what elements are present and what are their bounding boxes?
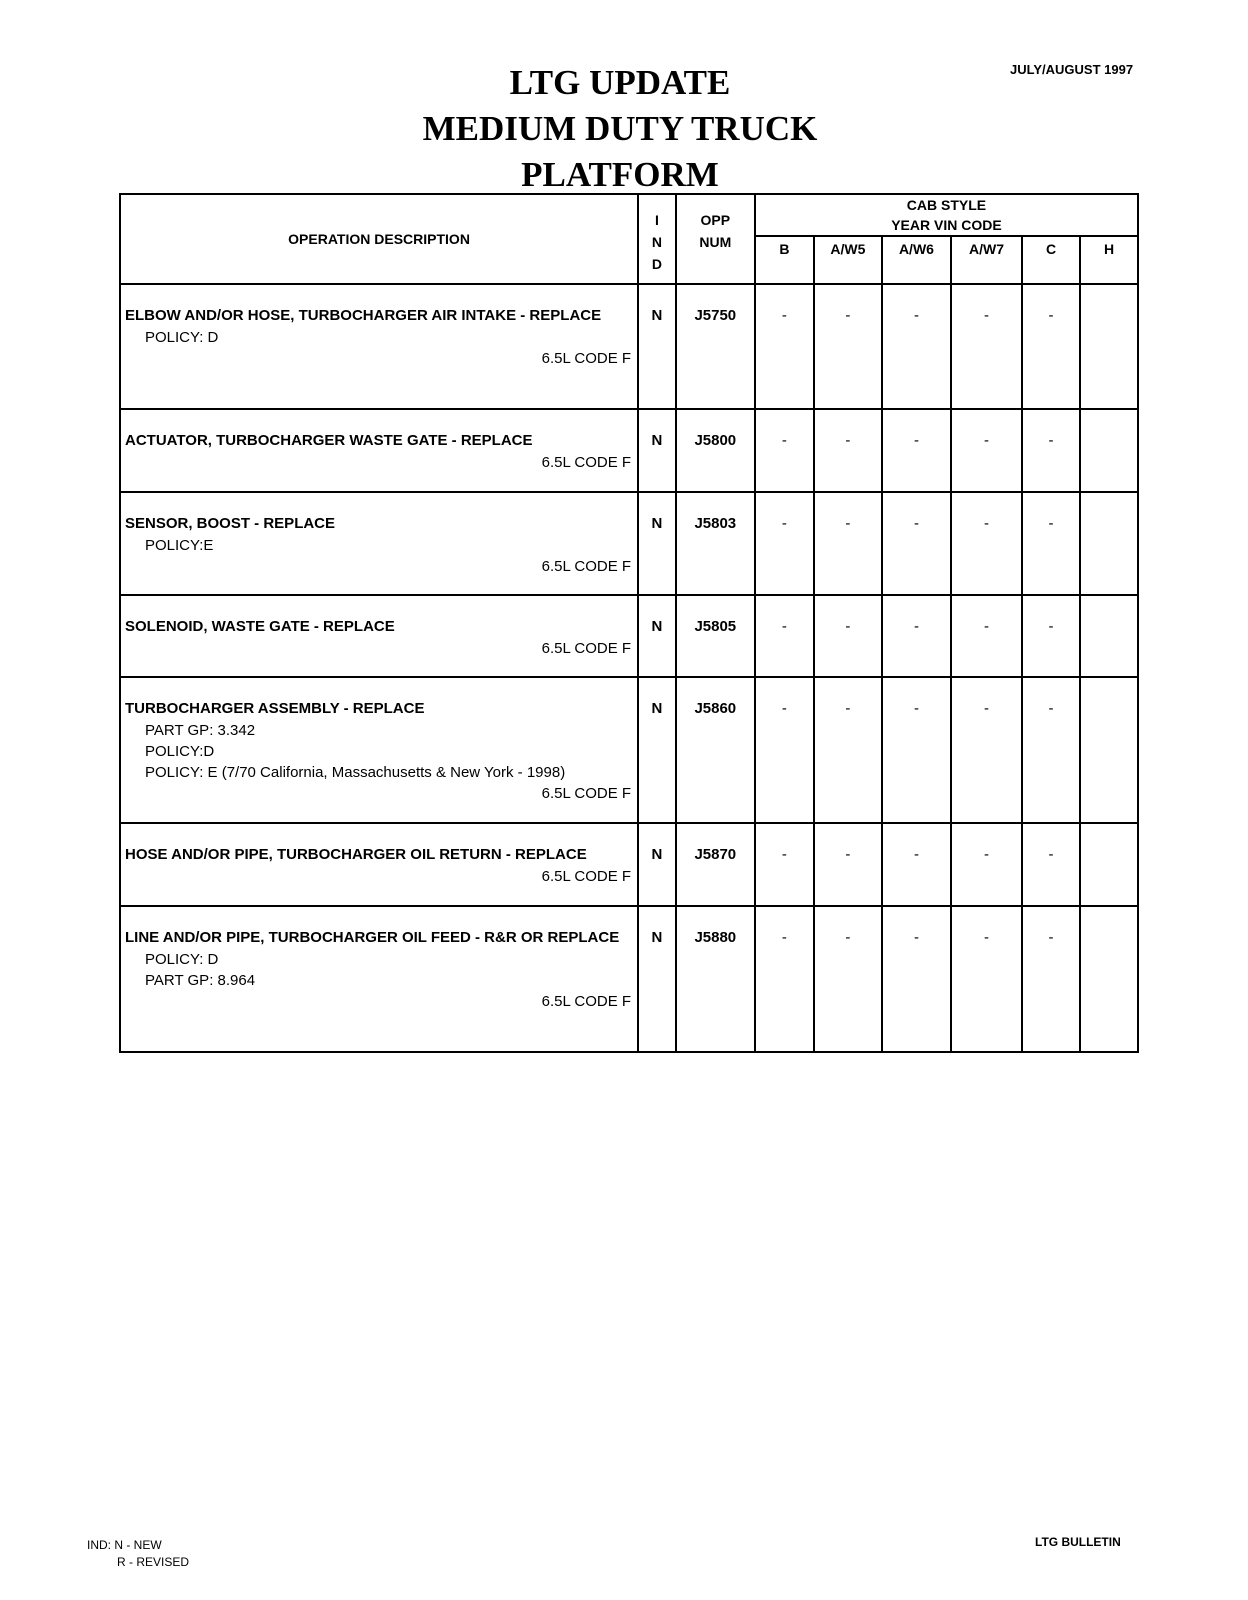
- operation-title: ELBOW AND/OR HOSE, TURBOCHARGER AIR INTAKE - REPLACE: [125, 307, 602, 324]
- cab-code-cell: -: [1022, 906, 1080, 1052]
- cab-code-cell: -: [755, 409, 814, 492]
- opp-num-cell: J5800: [676, 409, 755, 492]
- operation-title: ACTUATOR, TURBOCHARGER WASTE GATE - REPLACE: [125, 432, 533, 449]
- header-code-aw6: A/W6: [882, 236, 951, 284]
- ind-legend: [87, 1537, 189, 1571]
- cab-code-cell: -: [1022, 409, 1080, 492]
- operation-description: [120, 595, 638, 677]
- cab-code-cell: -: [814, 823, 882, 906]
- page-title: [300, 60, 940, 198]
- operation-description: [120, 409, 638, 492]
- operation-description: [120, 677, 638, 823]
- header-ind: [638, 194, 676, 284]
- cab-code-cell: -: [814, 906, 882, 1052]
- ind-cell: N: [638, 595, 676, 677]
- cab-code-cell: -: [814, 284, 882, 409]
- engine-code: 6.5L CODE F: [541, 993, 632, 1010]
- header-code-c: C: [1022, 236, 1080, 284]
- cab-code-cell: [1080, 595, 1138, 677]
- operation-note: POLICY:E: [145, 537, 214, 554]
- cab-code-cell: [1080, 492, 1138, 595]
- opp-num-cell: J5805: [676, 595, 755, 677]
- engine-code: 6.5L CODE F: [541, 350, 632, 367]
- legend-new: IND: N - NEW: [87, 1538, 162, 1552]
- cab-code-cell: -: [951, 677, 1022, 823]
- header-code-aw5: A/W5: [814, 236, 882, 284]
- operation-note: POLICY: D: [145, 329, 219, 346]
- operation-description: [120, 823, 638, 906]
- table-row: [120, 492, 1138, 595]
- cab-code-cell: -: [951, 595, 1022, 677]
- operation-title: HOSE AND/OR PIPE, TURBOCHARGER OIL RETURN - REPLACE: [125, 846, 587, 863]
- cab-code-cell: -: [882, 409, 951, 492]
- header-year-vin-code-label: YEAR VIN CODE: [891, 217, 1002, 233]
- header-code-h: H: [1080, 236, 1138, 284]
- operation-note: PART GP: 3.342: [145, 722, 256, 739]
- table-row: [120, 677, 1138, 823]
- cab-code-cell: -: [1022, 595, 1080, 677]
- cab-code-cell: -: [755, 823, 814, 906]
- legend-revised: R - REVISED: [117, 1555, 190, 1569]
- cab-code-cell: -: [814, 595, 882, 677]
- header-cab-style: [755, 194, 1138, 236]
- engine-code: 6.5L CODE F: [541, 558, 632, 575]
- header-opp-line: OPP: [700, 212, 731, 228]
- table-row: [120, 409, 1138, 492]
- cab-code-cell: -: [882, 906, 951, 1052]
- ind-cell: N: [638, 906, 676, 1052]
- cab-code-cell: -: [814, 677, 882, 823]
- cab-code-cell: -: [882, 823, 951, 906]
- operations-table: [119, 193, 1139, 1053]
- operation-title: TURBOCHARGER ASSEMBLY - REPLACE: [125, 700, 425, 717]
- ind-cell: N: [638, 492, 676, 595]
- title-line-1: LTG UPDATE: [509, 63, 731, 102]
- cab-code-cell: -: [951, 906, 1022, 1052]
- cab-code-cell: -: [755, 906, 814, 1052]
- operation-description: [120, 906, 638, 1052]
- header-operation-description: OPERATION DESCRIPTION: [120, 194, 638, 284]
- title-line-3: PLATFORM: [521, 155, 719, 194]
- bulletin-date: JULY/AUGUST 1997: [1010, 62, 1134, 77]
- ind-cell: N: [638, 823, 676, 906]
- cab-code-cell: -: [1022, 284, 1080, 409]
- engine-code: 6.5L CODE F: [541, 640, 632, 657]
- operation-note: POLICY:D: [145, 743, 215, 760]
- cab-code-cell: [1080, 906, 1138, 1052]
- cab-code-cell: -: [882, 492, 951, 595]
- operation-note: POLICY: E (7/70 California, Massachusetts & New York - 1998): [145, 764, 566, 781]
- cab-code-cell: [1080, 677, 1138, 823]
- header-code-b: B: [755, 236, 814, 284]
- header-ind-letter: I: [654, 212, 659, 228]
- operation-title: SENSOR, BOOST - REPLACE: [125, 515, 336, 532]
- ind-cell: N: [638, 677, 676, 823]
- operation-note: POLICY: D: [145, 951, 219, 968]
- ind-cell: N: [638, 409, 676, 492]
- cab-code-cell: [1080, 409, 1138, 492]
- table-row: [120, 595, 1138, 677]
- cab-code-cell: -: [951, 492, 1022, 595]
- ind-cell: N: [638, 284, 676, 409]
- engine-code: 6.5L CODE F: [541, 785, 632, 802]
- cab-code-cell: -: [951, 284, 1022, 409]
- header-cab-style-label: CAB STYLE: [906, 197, 987, 213]
- cab-code-cell: -: [951, 409, 1022, 492]
- operation-note: PART GP: 8.964: [145, 972, 256, 989]
- opp-num-cell: J5803: [676, 492, 755, 595]
- cab-code-cell: -: [1022, 823, 1080, 906]
- table-row: [120, 823, 1138, 906]
- cab-code-cell: -: [755, 677, 814, 823]
- cab-code-cell: -: [882, 677, 951, 823]
- header-ind-letter: N: [651, 234, 662, 250]
- cab-code-cell: -: [814, 492, 882, 595]
- cab-code-cell: -: [1022, 492, 1080, 595]
- bulletin-label: LTG BULLETIN: [1035, 1535, 1121, 1549]
- cab-code-cell: -: [882, 284, 951, 409]
- header-code-aw7: A/W7: [951, 236, 1022, 284]
- engine-code: 6.5L CODE F: [541, 868, 632, 885]
- cab-code-cell: -: [755, 595, 814, 677]
- opp-num-cell: J5880: [676, 906, 755, 1052]
- table-row: [120, 906, 1138, 1052]
- cab-code-cell: -: [1022, 677, 1080, 823]
- header-opp-num: [676, 194, 755, 284]
- operation-description: [120, 284, 638, 409]
- table-row: [120, 284, 1138, 409]
- cab-code-cell: -: [755, 284, 814, 409]
- header-ind-letter: D: [651, 256, 662, 272]
- cab-code-cell: -: [814, 409, 882, 492]
- engine-code: 6.5L CODE F: [541, 454, 632, 471]
- opp-num-cell: J5750: [676, 284, 755, 409]
- cab-code-cell: -: [882, 595, 951, 677]
- cab-code-cell: [1080, 823, 1138, 906]
- opp-num-cell: J5870: [676, 823, 755, 906]
- cab-code-cell: -: [755, 492, 814, 595]
- opp-num-cell: J5860: [676, 677, 755, 823]
- cab-code-cell: -: [951, 823, 1022, 906]
- title-line-2: MEDIUM DUTY TRUCK: [422, 109, 818, 148]
- operation-title: SOLENOID, WASTE GATE - REPLACE: [125, 618, 395, 635]
- cab-code-cell: [1080, 284, 1138, 409]
- header-opp-line: NUM: [699, 234, 732, 250]
- operation-title: LINE AND/OR PIPE, TURBOCHARGER OIL FEED - R&R OR REPLACE: [125, 929, 620, 946]
- operation-description: [120, 492, 638, 595]
